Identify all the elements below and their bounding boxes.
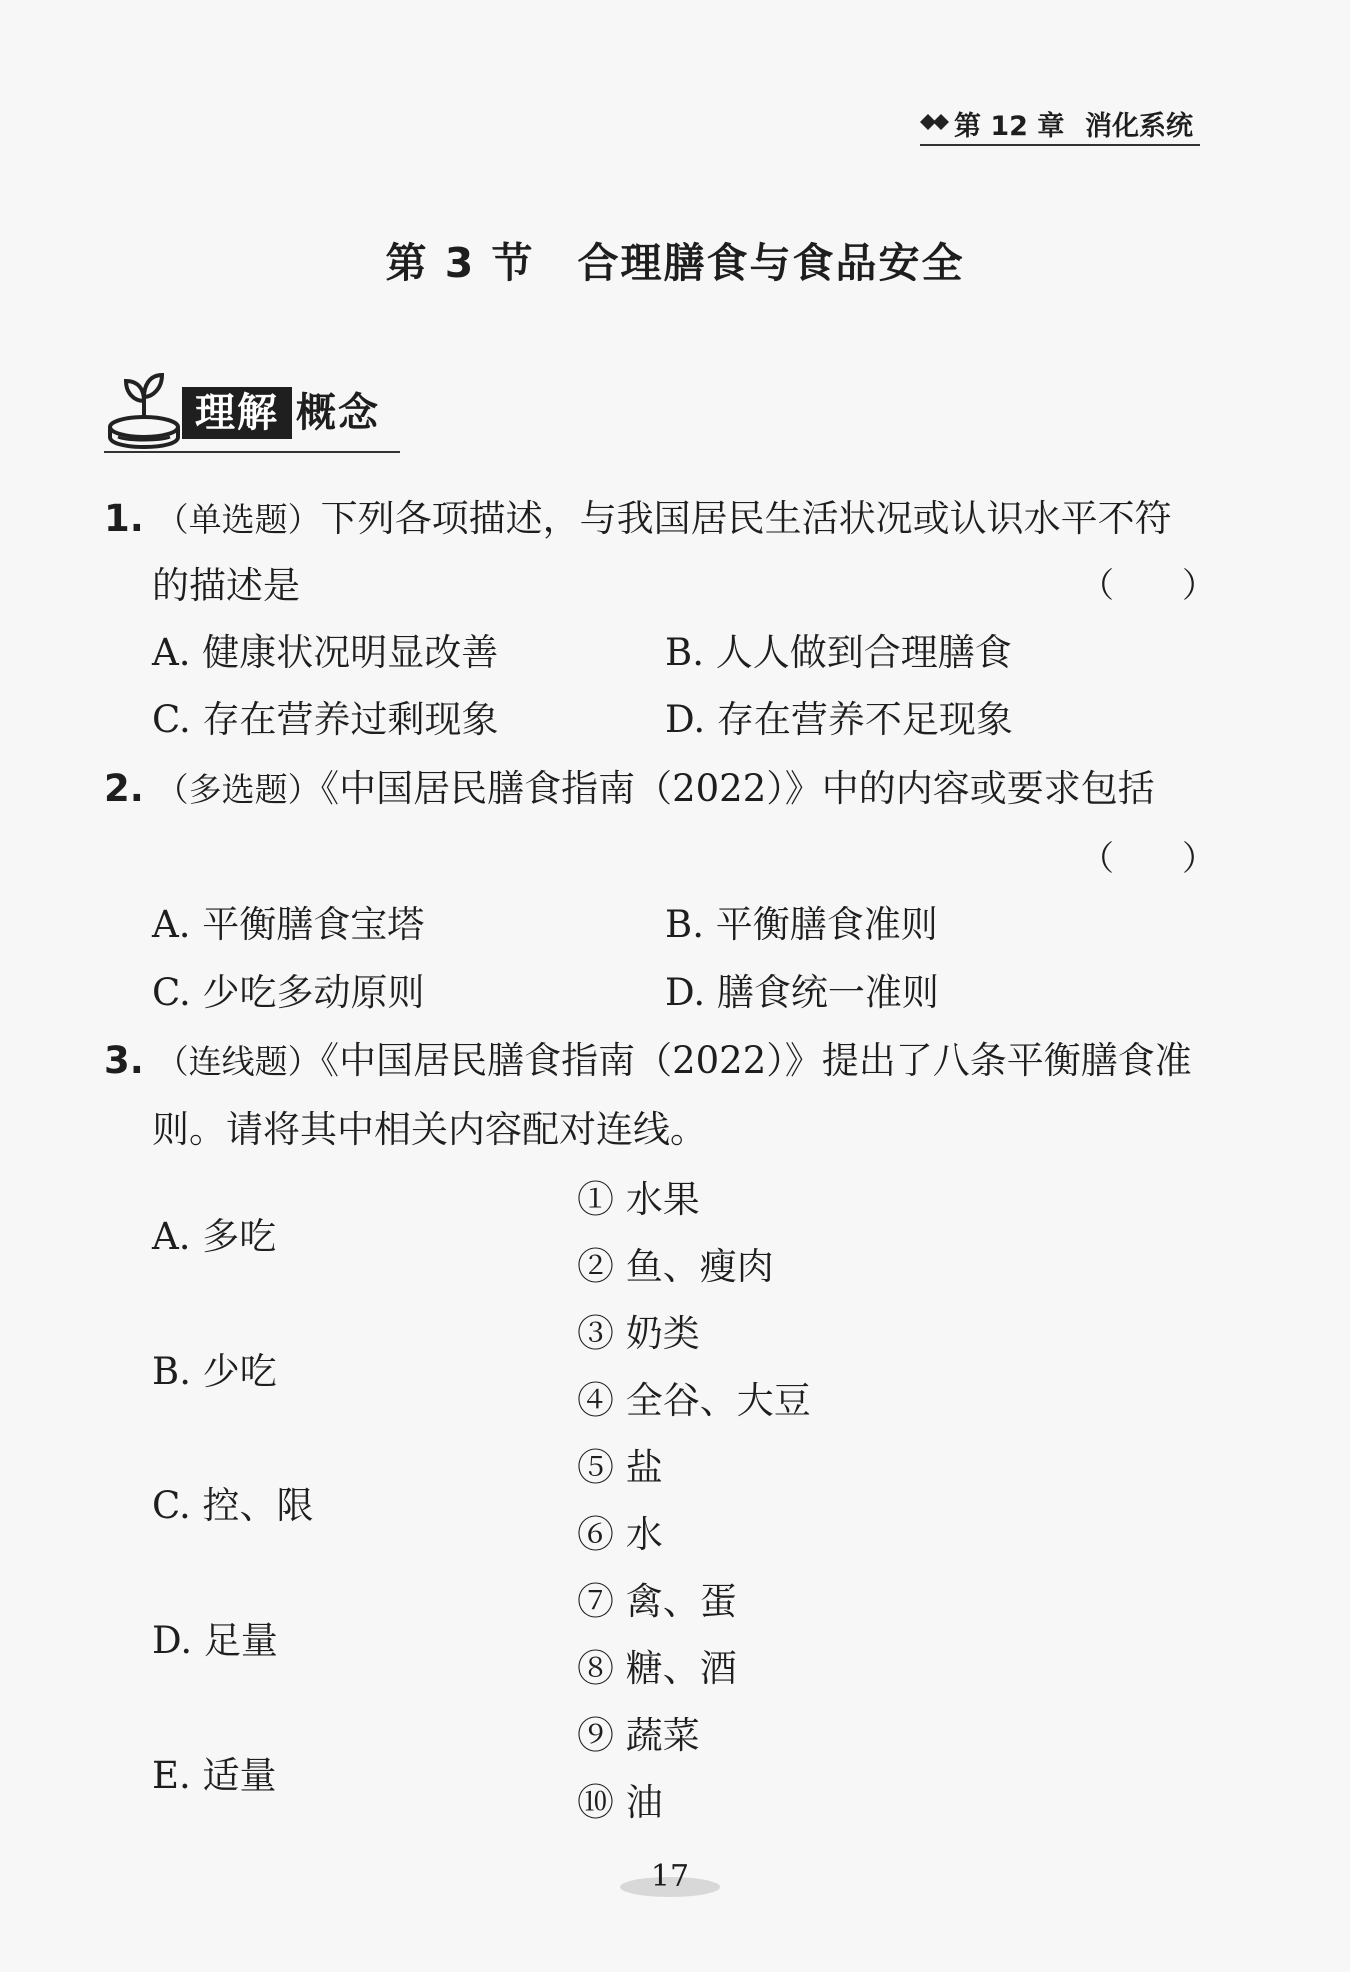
match-right-item[interactable]: ③ 奶类 bbox=[577, 1312, 700, 1355]
question-stem: 《中国居民膳食指南（2022）》中的内容或要求包括 bbox=[320, 767, 1155, 810]
page-number-text: 17 bbox=[650, 1859, 690, 1894]
question-stem-continued: 的描述是 bbox=[152, 564, 300, 607]
question-number: 1. bbox=[104, 497, 144, 540]
question-stem-continued: 则。请将其中相关内容配对连线。 bbox=[152, 1108, 707, 1151]
question-stem: 下列各项描述，与我国居民生活状况或认识水平不符 bbox=[320, 497, 1172, 540]
option-a: A. 平衡膳食宝塔 bbox=[152, 903, 425, 946]
question-type: （连线题） bbox=[155, 1042, 321, 1081]
chapter-subject: 消化系统 bbox=[1085, 111, 1193, 142]
question-1-line-1 bbox=[104, 496, 1172, 543]
page-number bbox=[610, 1855, 730, 1899]
question-2-line-1 bbox=[104, 766, 1155, 813]
question-stem: 《中国居民膳食指南（2022）》提出了八条平衡膳食准 bbox=[320, 1039, 1192, 1082]
option-b: B. 平衡膳食准则 bbox=[665, 903, 938, 946]
section-title: 第 3 节 合理膳食与食品安全 bbox=[385, 239, 965, 287]
match-left-item[interactable]: D. 足量 bbox=[152, 1619, 278, 1662]
answer-blank[interactable]: （ ） bbox=[1080, 839, 1216, 879]
section-badge bbox=[104, 365, 400, 457]
option-d: D. 膳食统一准则 bbox=[665, 971, 939, 1014]
option-a: A. 健康状况明显改善 bbox=[152, 631, 499, 674]
question-3-line-1 bbox=[104, 1038, 1192, 1085]
match-left-item[interactable]: E. 适量 bbox=[152, 1754, 277, 1797]
match-left-item[interactable]: B. 少吃 bbox=[152, 1350, 277, 1393]
option-c: C. 少吃多动原则 bbox=[152, 971, 425, 1014]
match-right-item[interactable]: ① 水果 bbox=[577, 1178, 700, 1221]
match-right-item[interactable]: ⑤ 盐 bbox=[577, 1446, 663, 1489]
option-d: D. 存在营养不足现象 bbox=[665, 698, 1013, 741]
option-b: B. 人人做到合理膳食 bbox=[665, 631, 1012, 674]
match-right-item[interactable]: ⑦ 禽、蛋 bbox=[577, 1580, 737, 1623]
question-number: 3. bbox=[104, 1039, 144, 1082]
question-number: 2. bbox=[104, 767, 144, 810]
match-right-item[interactable]: ⑧ 糖、酒 bbox=[577, 1647, 737, 1690]
double-diamond-icon bbox=[920, 114, 950, 130]
chapter-label: 第 12 章 bbox=[954, 111, 1065, 142]
badge-dark-label: 理解 bbox=[182, 387, 292, 439]
match-right-item[interactable]: ⑩ 油 bbox=[577, 1781, 663, 1824]
option-c: C. 存在营养过剩现象 bbox=[152, 698, 499, 741]
question-type: （多选题） bbox=[155, 770, 321, 809]
match-left-item[interactable]: A. 多吃 bbox=[152, 1215, 277, 1258]
sprout-dish-icon bbox=[104, 367, 184, 451]
match-right-item[interactable]: ④ 全谷、大豆 bbox=[577, 1379, 811, 1422]
running-header bbox=[920, 104, 1200, 146]
badge-light-label: 概念 bbox=[296, 390, 380, 436]
match-right-item[interactable]: ② 鱼、瘦肉 bbox=[577, 1245, 774, 1288]
badge-underline bbox=[104, 451, 400, 453]
match-left-item[interactable]: C. 控、限 bbox=[152, 1484, 314, 1527]
match-right-item[interactable]: ⑥ 水 bbox=[577, 1513, 663, 1556]
question-type: （单选题） bbox=[155, 500, 321, 539]
match-right-item[interactable]: ⑨ 蔬菜 bbox=[577, 1714, 700, 1757]
answer-blank[interactable]: （ ） bbox=[1080, 566, 1216, 606]
